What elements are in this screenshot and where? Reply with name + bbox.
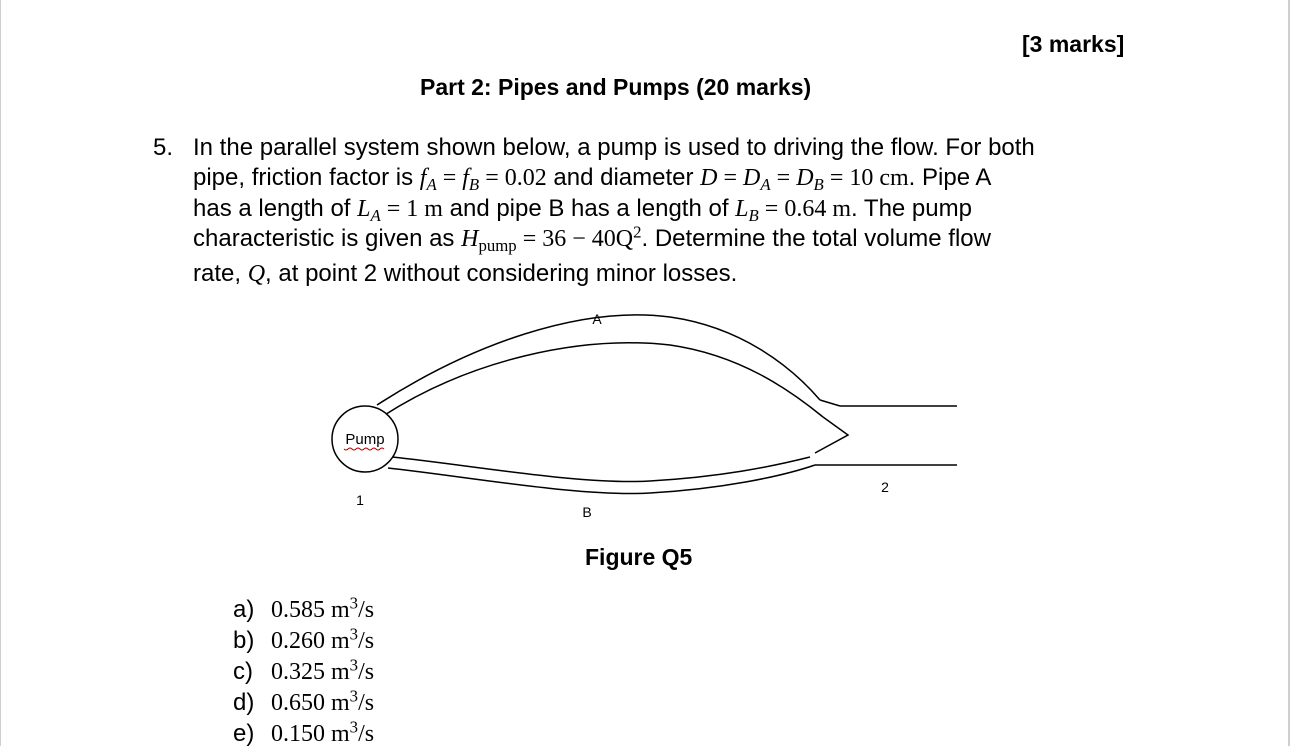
pump-label: Pump (345, 431, 385, 448)
answer-option[interactable]: a) 0.585 $m^3/s$ (233, 593, 375, 623)
label-a: A (592, 311, 602, 327)
answer-option[interactable]: b) 0.260 $m^3/s$ (233, 624, 375, 654)
pipe-b-outer (392, 457, 810, 482)
pipe-junction (815, 417, 848, 453)
question-line: In the parallel system shown below, a pump is used to driving the flow. For both (193, 134, 1035, 161)
answer-option[interactable]: c) 0.325 $m^3/s$ (233, 655, 375, 685)
marks-label: [3 marks] (1022, 31, 1125, 57)
question-line: pipe, friction factor is $f_A = f_B = 0.02$ and diameter $D = D_A = D_B = 10$ cm. Pipe A (193, 164, 992, 195)
part-title: Part 2: Pipes and Pumps (20 marks) (420, 74, 812, 100)
question-line: has a length of $L_A = 1$ m and pipe B has a length of $L_B = 0.64$ m. The pump (193, 195, 972, 226)
pipe-a-outer (377, 315, 820, 405)
question-line: characteristic is given as $H_{pump} = 36 - 40Q^2$. Determine the total volume flow (193, 222, 991, 256)
label-point-1: 1 (356, 492, 364, 508)
question-number: 5. (153, 134, 174, 161)
answer-option[interactable]: e) 0.150 $m^3/s$ (233, 717, 375, 747)
answer-option[interactable]: d) 0.650 $m^3/s$ (233, 686, 375, 716)
figure-caption: Figure Q5 (585, 544, 693, 570)
label-point-2: 2 (881, 479, 889, 495)
parallel-pipe-diagram (320, 305, 970, 525)
pipe-a-inner (383, 343, 823, 417)
label-b: B (582, 504, 592, 520)
page-edge (0, 0, 1, 746)
pipe-junction-top (820, 400, 840, 406)
question-line: rate, Q, at point 2 without considering minor losses. (193, 260, 738, 287)
